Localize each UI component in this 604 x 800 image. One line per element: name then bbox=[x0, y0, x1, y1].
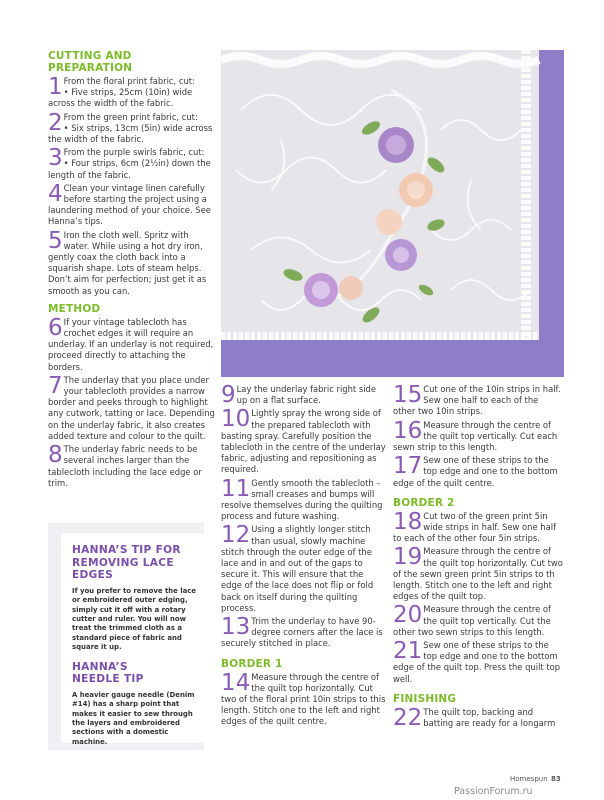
step-text: Trim the underlay to have 90-degree corners after the lace is securely stitched in place. bbox=[221, 616, 383, 649]
step-number: 7 bbox=[48, 372, 63, 399]
step-text: The underlay that you place under your tablecloth provides a narrow border and peeks through to highlight any cutwork, tatting or lace. Depending on the underlay fabric, it also creates added texture and colour to the quilt. bbox=[48, 374, 215, 441]
step-text: From the floral print fabric, cut: • Five strips, 25cm (10in) wide across the width of the fabric. bbox=[48, 76, 195, 109]
floral-embroidery bbox=[282, 119, 447, 326]
step-14 bbox=[221, 669, 386, 728]
border2-heading: BORDER 2 bbox=[393, 496, 455, 509]
step-12 bbox=[221, 524, 386, 614]
step-text: Gently smooth the tablecloth – small creases and bumps will resolve themselves during the quilting process and future washing. bbox=[221, 477, 383, 522]
step-number: 1 bbox=[48, 74, 63, 100]
step-number: 9 bbox=[221, 382, 236, 408]
step-number: 2 bbox=[48, 109, 63, 136]
step-16 bbox=[393, 417, 563, 454]
step-text: Measure through the centre of the quilt top horizontally. Cut two of the floral print 10in strips to this length. Stitch one to the left and right edges of the quilt centre. bbox=[221, 671, 386, 727]
step-text: The quilt top, backing and batting are ready for a longarm bbox=[423, 706, 556, 729]
finishing-heading: FINISHING bbox=[393, 692, 457, 705]
step-number: 16 bbox=[393, 417, 423, 444]
step-number: 19 bbox=[393, 544, 423, 571]
step-13 bbox=[221, 616, 386, 650]
step-text: Iron the cloth well. Spritz with water. While using a hot dry iron, gently coax the cloth back into a squarish shape. Lots of steam helps. Don’t aim for perfection; just get it as smooth as you can. bbox=[48, 229, 207, 296]
step-number: 15 bbox=[393, 382, 423, 408]
step-text: Using a slightly longer stitch than usual, slowly machine stitch through the outer edge of the lace and in and out of the gaps to secure it. This will ensure that the edge of the lace does not flip or fold back on itself during the quilting process. bbox=[221, 524, 374, 613]
quilt-photo bbox=[221, 50, 564, 377]
step-text: Sew one of these strips to the top edge and one to the bottom edge of the quilt top. Press the quilt top well. bbox=[393, 640, 561, 684]
border1-heading: BORDER 1 bbox=[221, 657, 283, 670]
step-number: 13 bbox=[221, 614, 251, 641]
step-20 bbox=[393, 604, 563, 638]
step-text: Lay the underlay fabric right side up on a flat surface. bbox=[236, 384, 377, 406]
cutting-steps-list bbox=[48, 76, 216, 297]
step-17 bbox=[393, 455, 563, 489]
step-7 bbox=[48, 372, 216, 442]
tip-box bbox=[48, 523, 204, 750]
step-text: Sew one of these strips to the top edge and one to the bottom edge of the quilt centre. bbox=[393, 455, 558, 488]
step-9 bbox=[221, 384, 386, 406]
step-number: 5 bbox=[48, 227, 63, 254]
border2-steps-list bbox=[393, 508, 563, 685]
border1-steps-list bbox=[221, 669, 386, 728]
step-6 bbox=[48, 314, 216, 373]
middle-steps-list bbox=[221, 384, 386, 650]
step-21 bbox=[393, 640, 563, 685]
step-number: 6 bbox=[48, 314, 63, 341]
step-22 bbox=[393, 704, 563, 731]
step-10 bbox=[221, 408, 386, 475]
step-8 bbox=[48, 444, 216, 489]
step-number: 11 bbox=[221, 475, 251, 502]
step-text: If your vintage tablecloth has crochet edges it will require an underlay. If an underlay is not required, proceed directly to attaching the borders. bbox=[48, 316, 214, 372]
step-text: From the green print fabric, cut: • Six strips, 13cm (5in) wide across the width of the fabric. bbox=[48, 111, 213, 145]
step-number: 17 bbox=[393, 453, 423, 480]
cutting-heading: CUTTING AND PREPARATION bbox=[48, 50, 133, 74]
tip-body-needle: A heavier gauge needle (Denim #14) has a sharp point that makes it easier to sew through the layers and embroidered sections with a domestic machine. bbox=[72, 690, 195, 746]
step-5 bbox=[48, 227, 216, 297]
step-text: Measure through the centre of the quilt top vertically. Cut the other two sewn strips to this length. bbox=[393, 604, 552, 637]
tip-title-needle: HANNA’S NEEDLE TIP bbox=[72, 660, 144, 686]
footer-magazine-name: Homespun bbox=[510, 775, 548, 783]
step-number: 20 bbox=[393, 602, 423, 629]
step-15 bbox=[393, 384, 563, 418]
step-1 bbox=[48, 76, 216, 110]
step-text: Cut two of the green print 5in wide strips in half. Sew one half to each of the other four 5in strips. bbox=[393, 510, 557, 544]
step-text: The underlay fabric needs to be several inches larger than the tablecloth including the lace edge or trim. bbox=[48, 444, 202, 488]
tip-box-inner bbox=[61, 533, 204, 746]
step-text: Measure through the centre of the quilt top vertically. Cut each sewn strip to this length. bbox=[393, 419, 558, 453]
step-text: From the purple swirls fabric, cut: • Four strips, 6cm (2½in) down the length of the fabric. bbox=[48, 147, 211, 180]
step-4 bbox=[48, 180, 216, 228]
step-11 bbox=[221, 475, 386, 523]
left-column bbox=[48, 50, 216, 491]
step-number: 14 bbox=[221, 669, 251, 696]
step-2 bbox=[48, 109, 216, 146]
watermark: PassionForum.ru bbox=[454, 786, 533, 797]
tip-body-lace: If you prefer to remove the lace or embroidered outer edging, simply cut it off with a rotary cutter and ruler. You will now treat the trimmed cloth as a standard piece of fabric and square it up. bbox=[72, 586, 196, 652]
step-number: 3 bbox=[48, 145, 63, 172]
step-text: Cut one of the 10in strips in half. Sew one half to each of the other two 10in strips. bbox=[393, 384, 561, 417]
step-18 bbox=[393, 508, 563, 545]
finishing-steps-list bbox=[393, 704, 563, 731]
quilt-illustration bbox=[221, 50, 564, 377]
step-number: 8 bbox=[48, 442, 63, 469]
middle-column bbox=[221, 384, 386, 730]
right-column bbox=[393, 384, 563, 731]
method-heading: METHOD bbox=[48, 302, 101, 315]
step-number: 12 bbox=[221, 522, 251, 549]
step-3 bbox=[48, 147, 216, 181]
step-19 bbox=[393, 546, 563, 602]
step-number: 4 bbox=[48, 180, 63, 207]
footer-page-number: 83 bbox=[551, 775, 561, 783]
step-text: Measure through the centre of the quilt top horizontally. Cut two of the sewn green print 5in strips to th length. Stitch one to the left and right edges of the quilt top. bbox=[393, 546, 563, 602]
step-number: 22 bbox=[393, 704, 423, 731]
step-number: 21 bbox=[393, 638, 423, 665]
method-steps-list bbox=[48, 314, 216, 489]
step-number: 18 bbox=[393, 508, 423, 535]
step-text: Clean your vintage linen carefully before starting the project using a laundering method of your choice. See Hanna’s tips. bbox=[48, 182, 211, 227]
step-number: 10 bbox=[221, 406, 251, 433]
right-steps-list bbox=[393, 384, 563, 489]
tip-title-lace: HANNA’S TIP FOR REMOVING LACE EDGES bbox=[72, 544, 181, 582]
step-text: Lightly spray the wrong side of the prepared tablecloth with basting spray. Carefully position the tablecloth in the centre of the underlay fabric, adjusting and repositioning as required. bbox=[221, 408, 386, 475]
